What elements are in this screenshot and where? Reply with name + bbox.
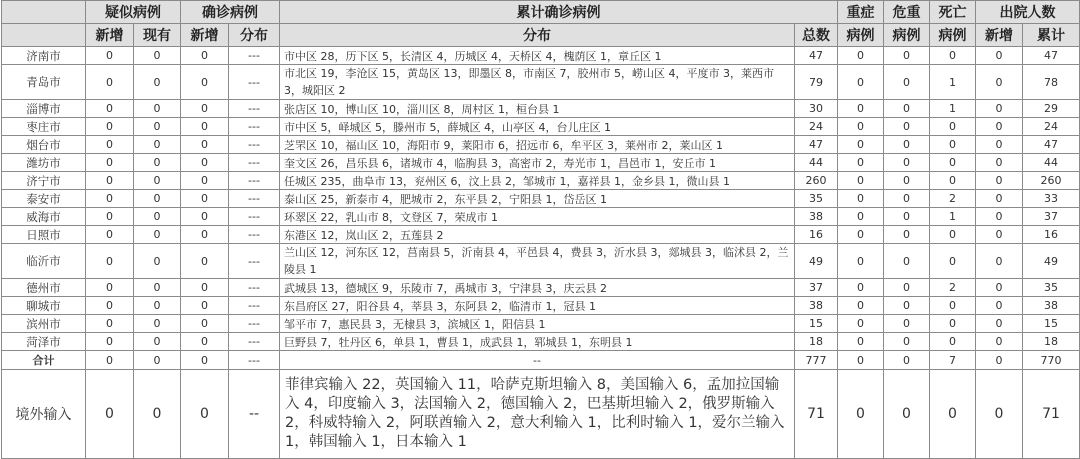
severe-cell: 0 xyxy=(838,297,884,315)
critical-cell: 0 xyxy=(884,190,930,208)
discharged-new-cell: 0 xyxy=(976,154,1023,172)
suspected-current-cell: 0 xyxy=(134,333,181,351)
suspected-new-cell: 0 xyxy=(86,208,134,226)
header-critical-cases: 病例 xyxy=(884,24,930,47)
cumulative-distribution-cell: 环翠区 22，乳山市 8，文登区 7，荣成市 1 xyxy=(280,208,795,226)
header-cumulative-total: 总数 xyxy=(795,24,838,47)
severe-cell: 0 xyxy=(838,172,884,190)
critical-cell: 0 xyxy=(884,136,930,154)
suspected-new-cell: 0 xyxy=(86,315,134,333)
death-cell: 0 xyxy=(930,333,976,351)
suspected-current-cell: 0 xyxy=(134,190,181,208)
suspected-current-cell: 0 xyxy=(134,118,181,136)
confirmed-new-cell: 0 xyxy=(181,118,229,136)
imported-discharged-cumulative: 71 xyxy=(1023,370,1080,459)
imported-cumulative-distribution: 菲律宾输入 22，英国输入 11，哈萨克斯坦输入 8，美国输入 6，孟加拉国输入 4，印度输入 3，法国输入 2，德国输入 2，巴基斯坦输入 2，俄罗斯输入 2，科威特输入 2，阿联酋输入 2，意大利输入 1，比利时输入 1，爱尔兰输入 1，韩国输入 1，日本输入 1 xyxy=(280,370,795,459)
discharged-new-cell: 0 xyxy=(976,244,1023,279)
table-row xyxy=(2,172,1080,190)
cumulative-total-cell: 35 xyxy=(795,190,838,208)
death-cell: 0 xyxy=(930,244,976,279)
header-confirmed: 确诊病例 xyxy=(181,1,280,24)
severe-cell: 0 xyxy=(838,190,884,208)
confirmed-new-cell: 0 xyxy=(181,190,229,208)
table-row xyxy=(2,100,1080,118)
header-cumulative: 累计确诊病例 xyxy=(280,1,838,24)
death-cell: 0 xyxy=(930,315,976,333)
confirmed-new-cell: 0 xyxy=(181,244,229,279)
imported-confirmed-distribution: -- xyxy=(229,370,280,459)
total-critical: 0 xyxy=(884,351,930,370)
confirmed-new-cell: 0 xyxy=(181,297,229,315)
table-row xyxy=(2,333,1080,351)
city-name-cell: 淄博市 xyxy=(2,100,86,118)
header-row-2 xyxy=(2,24,1080,47)
confirmed-new-cell: 0 xyxy=(181,47,229,65)
city-name-cell: 威海市 xyxy=(2,208,86,226)
discharged-cumulative-cell: 47 xyxy=(1023,47,1080,65)
severe-cell: 0 xyxy=(838,333,884,351)
cumulative-distribution-cell: 市中区 5，峄城区 5，滕州市 5，薛城区 4，山亭区 4，台儿庄区 1 xyxy=(280,118,795,136)
confirmed-new-cell: 0 xyxy=(181,208,229,226)
cumulative-distribution-cell: 泰山区 25，新泰市 4，肥城市 2，东平县 2，宁阳县 1，岱岳区 1 xyxy=(280,190,795,208)
critical-cell: 0 xyxy=(884,100,930,118)
total-suspected-new: 0 xyxy=(86,351,134,370)
suspected-current-cell: 0 xyxy=(134,154,181,172)
death-cell: 2 xyxy=(930,190,976,208)
confirmed-new-cell: 0 xyxy=(181,136,229,154)
discharged-new-cell: 0 xyxy=(976,279,1023,297)
discharged-cumulative-cell: 35 xyxy=(1023,279,1080,297)
discharged-cumulative-cell: 260 xyxy=(1023,172,1080,190)
total-confirmed-distribution: --- xyxy=(229,351,280,370)
header-confirmed-new: 新增 xyxy=(181,24,229,47)
critical-cell: 0 xyxy=(884,65,930,100)
discharged-new-cell: 0 xyxy=(976,333,1023,351)
confirmed-new-cell: 0 xyxy=(181,315,229,333)
severe-cell: 0 xyxy=(838,279,884,297)
imported-label-cell: 境外输入 xyxy=(2,370,86,459)
imported-death: 0 xyxy=(930,370,976,459)
total-cumulative-distribution: -- xyxy=(280,351,795,370)
suspected-current-cell: 0 xyxy=(134,47,181,65)
cumulative-distribution-cell: 市中区 28，历下区 5，长清区 4，历城区 4，天桥区 4，槐荫区 1，章丘区 1 xyxy=(280,47,795,65)
header-discharged-cumulative: 累计 xyxy=(1023,24,1080,47)
cumulative-distribution-cell: 武城县 13，德城区 9，乐陵市 7，禹城市 3，宁津县 3，庆云县 2 xyxy=(280,279,795,297)
confirmed-new-cell: 0 xyxy=(181,100,229,118)
header-discharged: 出院人数 xyxy=(976,1,1080,24)
city-name-cell: 枣庄市 xyxy=(2,118,86,136)
total-severe: 0 xyxy=(838,351,884,370)
city-name-cell: 滨州市 xyxy=(2,315,86,333)
city-name-cell: 泰安市 xyxy=(2,190,86,208)
discharged-cumulative-cell: 33 xyxy=(1023,190,1080,208)
suspected-current-cell: 0 xyxy=(134,244,181,279)
suspected-current-cell: 0 xyxy=(134,226,181,244)
suspected-new-cell: 0 xyxy=(86,333,134,351)
confirmed-distribution-cell: --- xyxy=(229,100,280,118)
death-cell: 0 xyxy=(930,226,976,244)
city-name-cell: 聊城市 xyxy=(2,297,86,315)
severe-cell: 0 xyxy=(838,244,884,279)
discharged-new-cell: 0 xyxy=(976,100,1023,118)
discharged-new-cell: 0 xyxy=(976,47,1023,65)
death-cell: 0 xyxy=(930,136,976,154)
imported-suspected-current: 0 xyxy=(134,370,181,459)
imported-discharged-new: 0 xyxy=(976,370,1023,459)
critical-cell: 0 xyxy=(884,154,930,172)
suspected-current-cell: 0 xyxy=(134,172,181,190)
header-death: 死亡 xyxy=(930,1,976,24)
death-cell: 0 xyxy=(930,118,976,136)
cumulative-distribution-cell: 邹平市 7，惠民县 3，无棣县 3，滨城区 1，阳信县 1 xyxy=(280,315,795,333)
critical-cell: 0 xyxy=(884,244,930,279)
city-name-cell: 济南市 xyxy=(2,47,86,65)
severe-cell: 0 xyxy=(838,208,884,226)
death-cell: 0 xyxy=(930,297,976,315)
critical-cell: 0 xyxy=(884,208,930,226)
header-blank-corner-2 xyxy=(2,24,86,47)
severe-cell: 0 xyxy=(838,315,884,333)
suspected-current-cell: 0 xyxy=(134,208,181,226)
severe-cell: 0 xyxy=(838,47,884,65)
confirmed-distribution-cell: --- xyxy=(229,47,280,65)
discharged-cumulative-cell: 24 xyxy=(1023,118,1080,136)
discharged-cumulative-cell: 16 xyxy=(1023,226,1080,244)
confirmed-new-cell: 0 xyxy=(181,172,229,190)
confirmed-distribution-cell: --- xyxy=(229,226,280,244)
discharged-new-cell: 0 xyxy=(976,315,1023,333)
cumulative-total-cell: 37 xyxy=(795,279,838,297)
imported-confirmed-new: 0 xyxy=(181,370,229,459)
discharged-new-cell: 0 xyxy=(976,118,1023,136)
critical-cell: 0 xyxy=(884,226,930,244)
confirmed-distribution-cell: --- xyxy=(229,208,280,226)
confirmed-new-cell: 0 xyxy=(181,279,229,297)
header-severe: 重症 xyxy=(838,1,884,24)
table-row xyxy=(2,65,1080,100)
critical-cell: 0 xyxy=(884,315,930,333)
total-death: 7 xyxy=(930,351,976,370)
confirmed-distribution-cell: --- xyxy=(229,244,280,279)
suspected-current-cell: 0 xyxy=(134,279,181,297)
covid-statistics-table xyxy=(1,0,1080,459)
city-name-cell: 菏泽市 xyxy=(2,333,86,351)
suspected-current-cell: 0 xyxy=(134,136,181,154)
discharged-new-cell: 0 xyxy=(976,226,1023,244)
critical-cell: 0 xyxy=(884,297,930,315)
severe-cell: 0 xyxy=(838,226,884,244)
table-row xyxy=(2,226,1080,244)
imported-suspected-new: 0 xyxy=(86,370,134,459)
severe-cell: 0 xyxy=(838,100,884,118)
header-suspected-current: 现有 xyxy=(134,24,181,47)
cumulative-distribution-cell: 东昌府区 27，阳谷县 4，莘县 3，东阿县 2，临清市 1，冠县 1 xyxy=(280,297,795,315)
confirmed-distribution-cell: --- xyxy=(229,154,280,172)
table-row xyxy=(2,315,1080,333)
severe-cell: 0 xyxy=(838,136,884,154)
confirmed-distribution-cell: --- xyxy=(229,279,280,297)
header-confirmed-distribution: 分布 xyxy=(229,24,280,47)
cumulative-distribution-cell: 张店区 10，博山区 10，淄川区 8，周村区 1，桓台县 1 xyxy=(280,100,795,118)
discharged-new-cell: 0 xyxy=(976,172,1023,190)
severe-cell: 0 xyxy=(838,154,884,172)
imported-cumulative-total: 71 xyxy=(795,370,838,459)
discharged-new-cell: 0 xyxy=(976,65,1023,100)
suspected-new-cell: 0 xyxy=(86,154,134,172)
city-name-cell: 潍坊市 xyxy=(2,154,86,172)
cumulative-total-cell: 18 xyxy=(795,333,838,351)
death-cell: 1 xyxy=(930,65,976,100)
discharged-cumulative-cell: 49 xyxy=(1023,244,1080,279)
city-name-cell: 青岛市 xyxy=(2,65,86,100)
total-confirmed-new: 0 xyxy=(181,351,229,370)
total-row xyxy=(2,351,1080,370)
critical-cell: 0 xyxy=(884,279,930,297)
cumulative-distribution-cell: 东港区 12，岚山区 2，五莲县 2 xyxy=(280,226,795,244)
city-name-cell: 日照市 xyxy=(2,226,86,244)
suspected-new-cell: 0 xyxy=(86,65,134,100)
table-body xyxy=(2,47,1080,459)
header-cumulative-distribution: 分布 xyxy=(280,24,795,47)
table-row xyxy=(2,47,1080,65)
suspected-current-cell: 0 xyxy=(134,297,181,315)
death-cell: 0 xyxy=(930,154,976,172)
table-row xyxy=(2,118,1080,136)
suspected-new-cell: 0 xyxy=(86,226,134,244)
header-discharged-new: 新增 xyxy=(976,24,1023,47)
critical-cell: 0 xyxy=(884,333,930,351)
city-name-cell: 济宁市 xyxy=(2,172,86,190)
table-header xyxy=(2,1,1080,47)
confirmed-distribution-cell: --- xyxy=(229,136,280,154)
suspected-current-cell: 0 xyxy=(134,100,181,118)
table-row xyxy=(2,154,1080,172)
table-row xyxy=(2,190,1080,208)
death-cell: 1 xyxy=(930,100,976,118)
confirmed-distribution-cell: --- xyxy=(229,190,280,208)
death-cell: 0 xyxy=(930,47,976,65)
total-discharged-cumulative: 770 xyxy=(1023,351,1080,370)
cumulative-total-cell: 260 xyxy=(795,172,838,190)
header-death-cases: 病例 xyxy=(930,24,976,47)
city-name-cell: 德州市 xyxy=(2,279,86,297)
imported-severe: 0 xyxy=(838,370,884,459)
table-row xyxy=(2,136,1080,154)
confirmed-distribution-cell: --- xyxy=(229,315,280,333)
suspected-new-cell: 0 xyxy=(86,100,134,118)
suspected-new-cell: 0 xyxy=(86,279,134,297)
discharged-cumulative-cell: 15 xyxy=(1023,315,1080,333)
total-cumulative-total: 777 xyxy=(795,351,838,370)
cumulative-total-cell: 38 xyxy=(795,297,838,315)
total-label-cell: 合计 xyxy=(2,351,86,370)
suspected-new-cell: 0 xyxy=(86,172,134,190)
critical-cell: 0 xyxy=(884,118,930,136)
discharged-cumulative-cell: 78 xyxy=(1023,65,1080,100)
severe-cell: 0 xyxy=(838,65,884,100)
header-row-1 xyxy=(2,1,1080,24)
table-row xyxy=(2,297,1080,315)
cumulative-total-cell: 79 xyxy=(795,65,838,100)
discharged-cumulative-cell: 44 xyxy=(1023,154,1080,172)
suspected-new-cell: 0 xyxy=(86,47,134,65)
total-suspected-current: 0 xyxy=(134,351,181,370)
cumulative-distribution-cell: 巨野县 7，牡丹区 6，单县 1，曹县 1，成武县 1，郓城县 1，东明县 1 xyxy=(280,333,795,351)
city-name-cell: 临沂市 xyxy=(2,244,86,279)
confirmed-new-cell: 0 xyxy=(181,154,229,172)
confirmed-new-cell: 0 xyxy=(181,65,229,100)
discharged-cumulative-cell: 37 xyxy=(1023,208,1080,226)
cumulative-total-cell: 44 xyxy=(795,154,838,172)
death-cell: 0 xyxy=(930,172,976,190)
cumulative-distribution-cell: 任城区 235，曲阜市 13，兖州区 6，汶上县 2，邹城市 1，嘉祥县 1，金乡县 1，微山县 1 xyxy=(280,172,795,190)
suspected-current-cell: 0 xyxy=(134,65,181,100)
city-name-cell: 烟台市 xyxy=(2,136,86,154)
table-row xyxy=(2,244,1080,279)
discharged-cumulative-cell: 47 xyxy=(1023,136,1080,154)
discharged-cumulative-cell: 18 xyxy=(1023,333,1080,351)
suspected-new-cell: 0 xyxy=(86,244,134,279)
suspected-current-cell: 0 xyxy=(134,315,181,333)
cumulative-total-cell: 47 xyxy=(795,47,838,65)
confirmed-new-cell: 0 xyxy=(181,226,229,244)
cumulative-total-cell: 30 xyxy=(795,100,838,118)
severe-cell: 0 xyxy=(838,118,884,136)
header-blank-corner xyxy=(2,1,86,24)
suspected-new-cell: 0 xyxy=(86,118,134,136)
cumulative-distribution-cell: 芝罘区 10，福山区 10，海阳市 9，莱阳市 6，招远市 6，牟平区 3，莱州市 2，莱山区 1 xyxy=(280,136,795,154)
cumulative-total-cell: 38 xyxy=(795,208,838,226)
cumulative-distribution-cell: 兰山区 12，河东区 12，莒南县 5，沂南县 4，平邑县 4，费县 3，沂水县 3，郯城县 3，临沭县 2，兰陵县 1 xyxy=(280,244,795,279)
table-row xyxy=(2,208,1080,226)
table-row xyxy=(2,279,1080,297)
cumulative-total-cell: 15 xyxy=(795,315,838,333)
discharged-new-cell: 0 xyxy=(976,297,1023,315)
cumulative-total-cell: 16 xyxy=(795,226,838,244)
death-cell: 1 xyxy=(930,208,976,226)
confirmed-distribution-cell: --- xyxy=(229,172,280,190)
cumulative-distribution-cell: 奎文区 26，昌乐县 6，诸城市 4，临朐县 3，高密市 2，寿光市 1，昌邑市 1，安丘市 1 xyxy=(280,154,795,172)
critical-cell: 0 xyxy=(884,172,930,190)
suspected-new-cell: 0 xyxy=(86,190,134,208)
death-cell: 2 xyxy=(930,279,976,297)
confirmed-distribution-cell: --- xyxy=(229,65,280,100)
imported-row xyxy=(2,370,1080,459)
header-suspected: 疑似病例 xyxy=(86,1,181,24)
suspected-new-cell: 0 xyxy=(86,136,134,154)
cumulative-total-cell: 47 xyxy=(795,136,838,154)
discharged-new-cell: 0 xyxy=(976,190,1023,208)
confirmed-new-cell: 0 xyxy=(181,333,229,351)
cumulative-distribution-cell: 市北区 19，李沧区 15，黄岛区 13，即墨区 8，市南区 7，胶州市 5，崂山区 4，平度市 3，莱西市 3，城阳区 2 xyxy=(280,65,795,100)
confirmed-distribution-cell: --- xyxy=(229,333,280,351)
imported-critical: 0 xyxy=(884,370,930,459)
discharged-new-cell: 0 xyxy=(976,208,1023,226)
cumulative-total-cell: 24 xyxy=(795,118,838,136)
total-discharged-new: 0 xyxy=(976,351,1023,370)
discharged-cumulative-cell: 29 xyxy=(1023,100,1080,118)
header-critical: 危重 xyxy=(884,1,930,24)
discharged-new-cell: 0 xyxy=(976,136,1023,154)
header-severe-cases: 病例 xyxy=(838,24,884,47)
cumulative-total-cell: 49 xyxy=(795,244,838,279)
header-suspected-new: 新增 xyxy=(86,24,134,47)
confirmed-distribution-cell: --- xyxy=(229,118,280,136)
suspected-new-cell: 0 xyxy=(86,297,134,315)
discharged-cumulative-cell: 38 xyxy=(1023,297,1080,315)
critical-cell: 0 xyxy=(884,47,930,65)
confirmed-distribution-cell: --- xyxy=(229,297,280,315)
